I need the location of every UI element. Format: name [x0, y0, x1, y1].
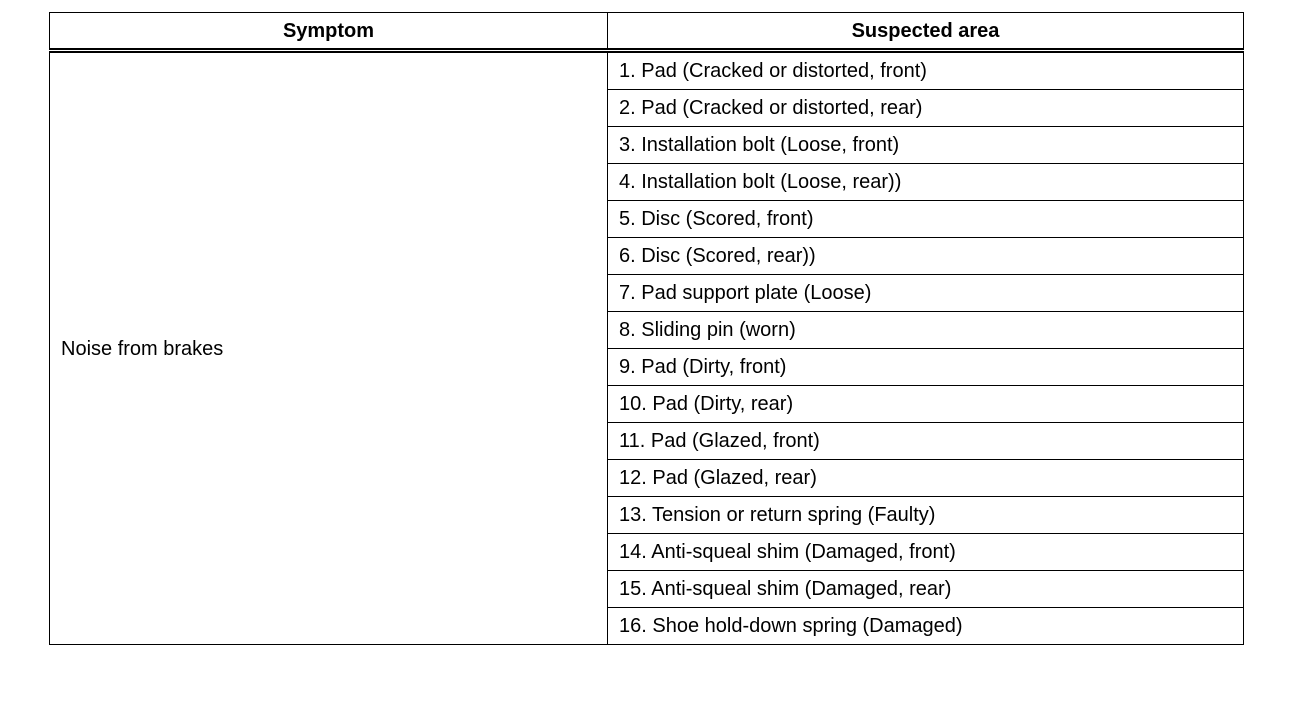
suspected-area-cell: 2. Pad (Cracked or distorted, rear): [608, 90, 1244, 127]
suspected-area-cell: 14. Anti-squeal shim (Damaged, front): [608, 534, 1244, 571]
troubleshooting-table: [49, 12, 1244, 645]
suspected-area-cell: 4. Installation bolt (Loose, rear)): [608, 164, 1244, 201]
table-row: [50, 51, 1244, 90]
suspected-area-cell: 7. Pad support plate (Loose): [608, 275, 1244, 312]
suspected-area-cell: 16. Shoe hold-down spring (Damaged): [608, 608, 1244, 645]
suspected-area-cell: 12. Pad (Glazed, rear): [608, 460, 1244, 497]
suspected-area-cell: 10. Pad (Dirty, rear): [608, 386, 1244, 423]
suspected-area-column-header: Suspected area: [608, 13, 1244, 51]
symptom-column-header: Symptom: [50, 13, 608, 51]
suspected-area-cell: 1. Pad (Cracked or distorted, front): [608, 51, 1244, 90]
suspected-area-cell: 5. Disc (Scored, front): [608, 201, 1244, 238]
suspected-area-cell: 15. Anti-squeal shim (Damaged, rear): [608, 571, 1244, 608]
suspected-area-cell: 8. Sliding pin (worn): [608, 312, 1244, 349]
suspected-area-cell: 11. Pad (Glazed, front): [608, 423, 1244, 460]
suspected-area-cell: 3. Installation bolt (Loose, front): [608, 127, 1244, 164]
table-body: [50, 51, 1244, 645]
suspected-area-cell: 9. Pad (Dirty, front): [608, 349, 1244, 386]
symptom-cell: Noise from brakes: [50, 51, 608, 645]
suspected-area-cell: 13. Tension or return spring (Faulty): [608, 497, 1244, 534]
suspected-area-cell: 6. Disc (Scored, rear)): [608, 238, 1244, 275]
header-row: [50, 13, 1244, 51]
